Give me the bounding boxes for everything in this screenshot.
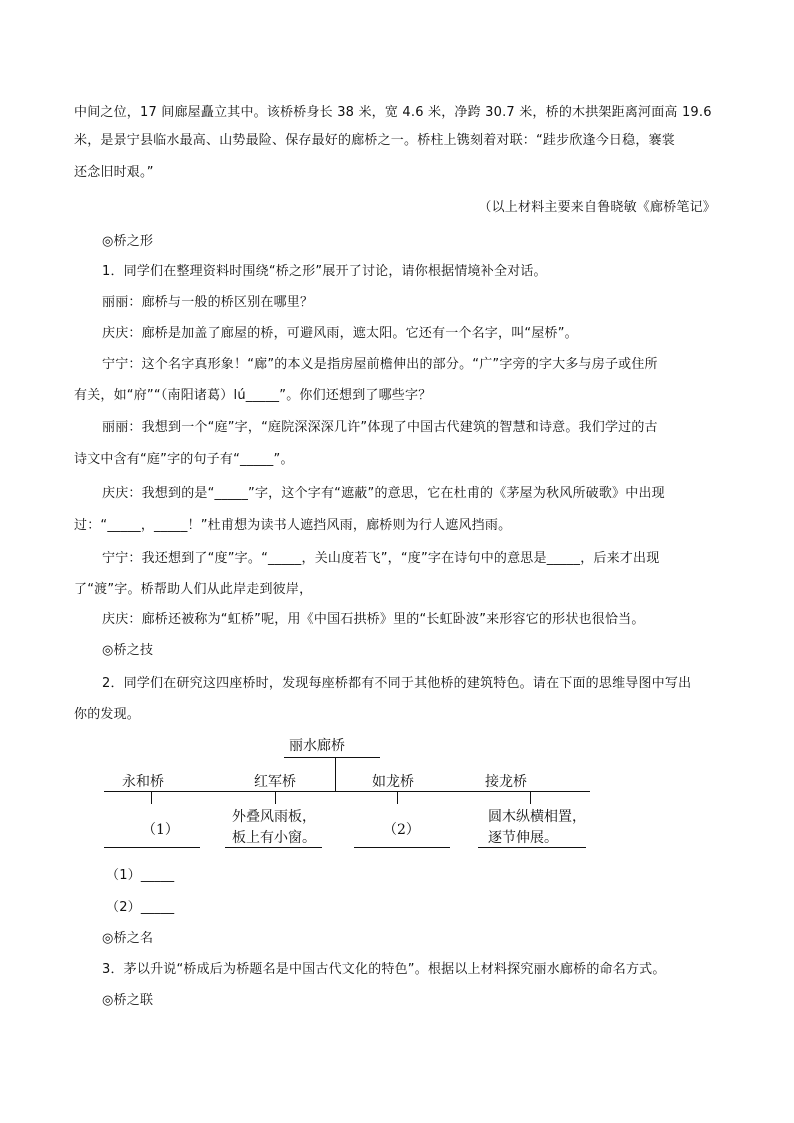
branch-content-2: （2）: [383, 822, 420, 838]
section-heading-tech: ◎桥之技: [102, 643, 154, 658]
question-2-cont: 你的发现。: [74, 707, 141, 722]
branch-tick: [530, 792, 531, 804]
dialogue-line: 丽丽：廊桥与一般的桥区别在哪里？: [102, 295, 314, 310]
paragraph-line: 米，是景宁县临水最高、山势最险、保存最好的廊桥之一。桥柱上镌刻着对联：“跬步欣逢今日稳，褰裳: [74, 133, 675, 148]
dialogue-line: 诗文中含有“庭”字的句子有“_____”。: [74, 452, 294, 467]
dialogue-line: 庆庆：廊桥还被称为“虹桥”呢，用《中国石拱桥》里的“长虹卧波”来形容它的形状也很恰当。: [102, 612, 645, 627]
question-3: 3．茅以升说“桥成后为桥题名是中国古代文化的特色”。根据以上材料探究丽水廊桥的命名方式。: [102, 962, 666, 977]
dialogue-line: 丽丽：我想到一个“庭”字，“庭院深深深几许”体现了中国古代建筑的智慧和诗意。我们学过的古: [102, 420, 658, 435]
dialogue-line: 了“渡”字。桥帮助人们从此岸走到彼岸，: [74, 582, 313, 597]
answer-underline-1: [104, 847, 200, 848]
question-2: 2．同学们在研究这四座桥时，发现每座桥都有不同于其他桥的建筑特色。请在下面的思维导图中写出: [102, 676, 692, 691]
dialogue-line: 宁宁：我还想到了“度”字。“_____，关山度若飞”，“度”字在诗句中的意思是_____，后来才出现: [102, 551, 660, 566]
branch-content-hongjun-l2: 板上有小窗。: [232, 830, 316, 846]
dialogue-line: 庆庆：我想到的是“_____”字，这个字有“遮蔽”的意思，它在杜甫的《茅屋为秋风所破歌》中出现: [102, 486, 665, 501]
branch-tick: [275, 792, 276, 804]
branch-yonghe: 永和桥: [122, 774, 164, 790]
answer-line-1[interactable]: （1）_____: [106, 868, 175, 883]
content-underline: [225, 847, 322, 848]
root-underline: [284, 757, 380, 758]
root-connector: [335, 757, 336, 791]
branch-axis: [104, 791, 590, 792]
branch-content-1: （1）: [142, 822, 179, 838]
section-heading-name: ◎桥之名: [102, 931, 154, 946]
branch-content-jielong-l1: 圆木纵横相置，: [488, 809, 586, 825]
branch-rulong: 如龙桥: [372, 774, 414, 790]
branch-tick: [397, 792, 398, 804]
dialogue-line: 庆庆：廊桥是加盖了廊屋的桥，可避风雨，遮太阳。它还有一个名字，叫“屋桥”。: [102, 326, 578, 341]
section-heading-form: ◎桥之形: [102, 234, 154, 249]
answer-line-2[interactable]: （2）_____: [106, 900, 175, 915]
question-1: 1．同学们在整理资料时围绕“桥之形”展开了讨论，请你根据情境补全对话。: [102, 264, 547, 279]
dialogue-line: 宁宁：这个名字真形象！“廊”的本义是指房屋前檐伸出的部分。“广”字旁的字大多与房子或住所: [102, 357, 658, 372]
content-underline: [478, 847, 586, 848]
mind-map: [100, 735, 600, 860]
section-heading-link: ◎桥之联: [102, 993, 154, 1008]
source-note: （以上材料主要来自鲁晓敏《廊桥笔记》: [478, 200, 716, 215]
paragraph-line: 中间之位，17 间廊屋矗立其中。该桥桥身长 38 米，宽 4.6 米，净跨 30.7 米，桥的木拱架距离河面高 19.6: [74, 105, 712, 120]
mind-map-root: 丽水廊桥: [289, 738, 345, 754]
branch-content-jielong-l2: 逐节伸展。: [488, 830, 558, 846]
branch-tick: [151, 792, 152, 804]
dialogue-line: 过：“_____，_____！”杜甫想为读书人遮挡风雨，廊桥则为行人遮风挡雨。: [74, 518, 512, 533]
branch-jielong: 接龙桥: [485, 774, 527, 790]
branch-hongjun: 红军桥: [254, 774, 296, 790]
dialogue-line: 有关，如“府”“（南阳诸葛）lú_____”。你们还想到了哪些字？: [74, 388, 432, 403]
answer-underline-2: [354, 847, 450, 848]
paragraph-line: 还念旧时艰。”: [74, 165, 154, 180]
branch-content-hongjun-l1: 外叠风雨板，: [232, 809, 316, 825]
